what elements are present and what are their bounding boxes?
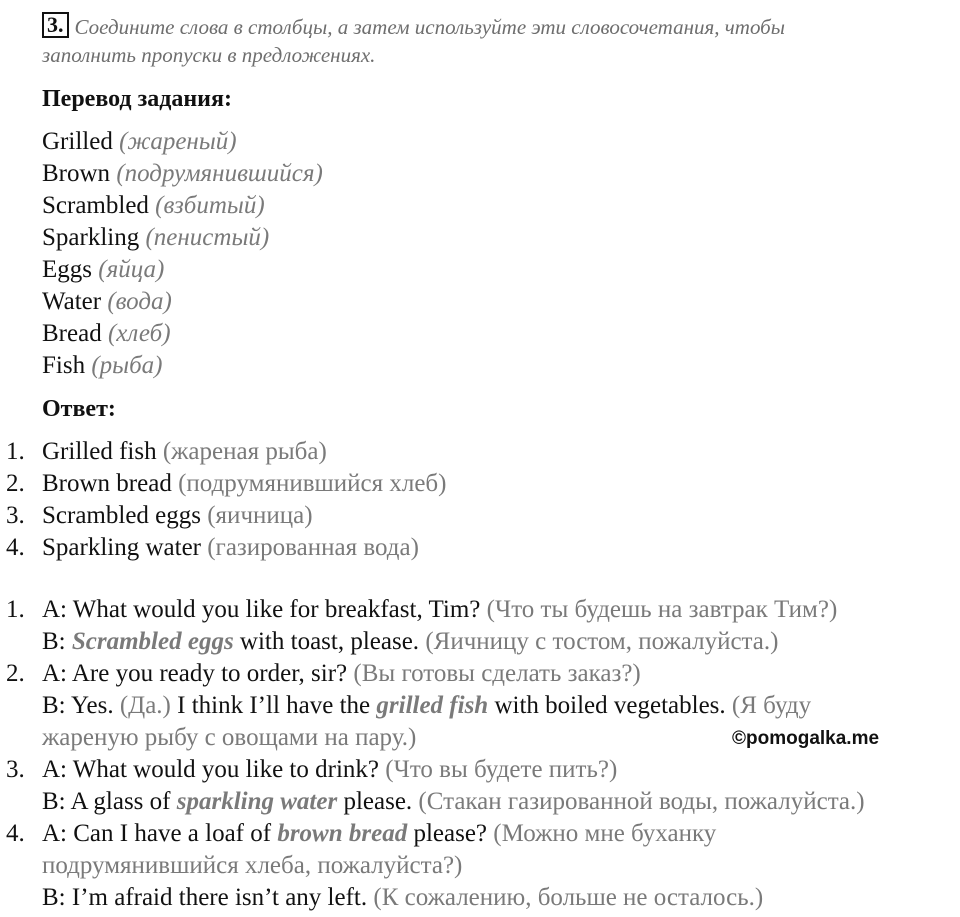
phrase-translation: (газированная вода) bbox=[207, 534, 419, 561]
speaker-b-translation: (Я буду bbox=[731, 692, 812, 719]
task-line-1 bbox=[42, 12, 942, 41]
dialogue-line bbox=[42, 754, 617, 786]
dialogue-translation-continuation: жареную рыбу с овощами на пару.) bbox=[42, 724, 417, 751]
list-number: 4. bbox=[6, 820, 25, 847]
translation-item bbox=[42, 158, 323, 190]
answer-highlight: brown bread bbox=[277, 820, 408, 847]
phrase: Grilled fish bbox=[42, 438, 157, 465]
phrase: Scrambled eggs bbox=[42, 502, 201, 529]
word-translation: (взбитый) bbox=[155, 192, 265, 219]
speaker-b-text: B: I’m afraid there isn’t any left. bbox=[42, 884, 368, 911]
answer-pair bbox=[42, 532, 419, 564]
list-number: 3. bbox=[6, 756, 25, 783]
answer-pair bbox=[42, 436, 327, 468]
phrase-translation: (яичница) bbox=[207, 502, 313, 529]
task-number: 3. bbox=[42, 12, 69, 38]
speaker-a-translation: (Можно мне буханку bbox=[493, 820, 717, 847]
dialogue-line bbox=[42, 882, 763, 914]
speaker-a-text: please? bbox=[407, 820, 488, 847]
task-instruction bbox=[42, 12, 942, 69]
word-translation: (пенистый) bbox=[145, 224, 270, 251]
translation-item bbox=[42, 318, 171, 350]
list-number: 2. bbox=[6, 660, 25, 687]
speaker-a-translation: (Что вы будете пить?) bbox=[385, 756, 618, 783]
word: Scrambled bbox=[42, 192, 149, 219]
phrase: Sparkling water bbox=[42, 534, 201, 561]
word-translation: (яйца) bbox=[98, 256, 165, 283]
speaker-b-text: B: A glass of bbox=[42, 788, 177, 815]
answer-pair bbox=[42, 468, 446, 500]
word-translation: (хлеб) bbox=[107, 320, 171, 347]
phrase-translation: (подрумянившийся хлеб) bbox=[178, 470, 447, 497]
dialogue-line bbox=[42, 658, 641, 690]
word: Water bbox=[42, 288, 102, 315]
answer-highlight: sparkling water bbox=[176, 788, 338, 815]
translation-item bbox=[42, 350, 163, 382]
speaker-a-text: A: What would you like for breakfast, Tim? bbox=[42, 596, 481, 623]
list-number: 1. bbox=[6, 596, 25, 623]
speaker-b-text: with toast, please. bbox=[233, 628, 420, 655]
speaker-b-text: B: Yes. bbox=[42, 692, 120, 719]
translation-item bbox=[42, 254, 164, 286]
answer-pair bbox=[42, 500, 313, 532]
watermark: ©pomogalka.me bbox=[732, 728, 880, 749]
phrase-translation: (жареная рыба) bbox=[162, 438, 327, 465]
phrase: Brown bread bbox=[42, 470, 172, 497]
dialogue-line bbox=[42, 626, 778, 658]
speaker-a-text: A: What would you like to drink? bbox=[42, 756, 379, 783]
speaker-a-translation: (Что ты будешь на завтрак Тим?) bbox=[486, 596, 838, 623]
speaker-b-text: with boiled vegetables. bbox=[488, 692, 726, 719]
answer-heading: Ответ: bbox=[42, 396, 116, 422]
translation-item bbox=[42, 286, 172, 318]
dialogue-translation-continuation: подрумянившийся хлеба, пожалуйста?) bbox=[42, 852, 463, 879]
word: Sparkling bbox=[42, 224, 140, 251]
word-translation: (вода) bbox=[107, 288, 172, 315]
dialogue-line bbox=[42, 786, 865, 818]
dialogue-line bbox=[42, 690, 811, 722]
word-translation: (подрумянившийся) bbox=[116, 160, 323, 187]
dialogue-line bbox=[42, 818, 716, 850]
list-number: 3. bbox=[6, 502, 25, 529]
speaker-b-text: B: bbox=[42, 628, 72, 655]
word: Fish bbox=[42, 352, 86, 379]
word: Grilled bbox=[42, 128, 113, 155]
word: Brown bbox=[42, 160, 111, 187]
task-instruction-text-1: Соедините слова в столбцы, а затем используйте эти словосочетания, чтобы bbox=[74, 15, 785, 39]
list-number: 1. bbox=[6, 438, 25, 465]
speaker-b-text: I think I’ll have the bbox=[170, 692, 377, 719]
speaker-b-text: please. bbox=[337, 788, 413, 815]
word-translation: (жареный) bbox=[119, 128, 237, 155]
list-number: 2. bbox=[6, 470, 25, 497]
translation-item bbox=[42, 126, 237, 158]
speaker-a-text: A: Can I have a loaf of bbox=[42, 820, 278, 847]
speaker-a-text: A: Are you ready to order, sir? bbox=[42, 660, 348, 687]
word: Eggs bbox=[42, 256, 92, 283]
answer-highlight: Scrambled eggs bbox=[71, 628, 234, 655]
dialogue-line bbox=[42, 594, 837, 626]
word: Bread bbox=[42, 320, 102, 347]
task-line-2: заполнить пропуски в предложениях. bbox=[42, 43, 376, 67]
translation-heading: Перевод задания: bbox=[42, 86, 232, 112]
word-translation: (рыба) bbox=[91, 352, 163, 379]
speaker-b-translation: (К сожалению, больше не осталось.) bbox=[373, 884, 764, 911]
translation-item bbox=[42, 190, 265, 222]
speaker-b-translation: (Да.) bbox=[119, 692, 171, 719]
translation-item bbox=[42, 222, 269, 254]
speaker-b-translation: (Яичницу с тостом, пожалуйста.) bbox=[425, 628, 779, 655]
speaker-a-translation: (Вы готовы сделать заказ?) bbox=[353, 660, 641, 687]
list-number: 4. bbox=[6, 534, 25, 561]
speaker-b-translation: (Стакан газированной воды, пожалуйста.) bbox=[418, 788, 865, 815]
answer-highlight: grilled fish bbox=[376, 692, 489, 719]
